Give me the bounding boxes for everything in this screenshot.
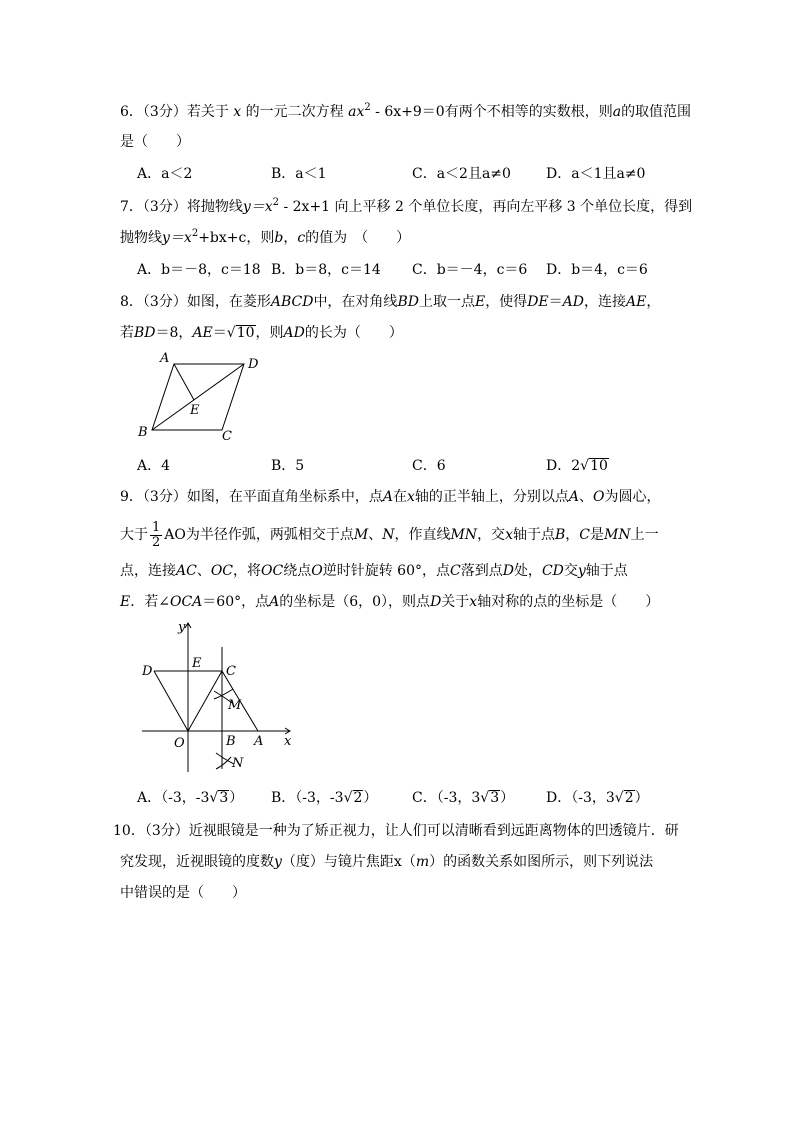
label-y: y bbox=[178, 620, 186, 635]
label-b: B bbox=[226, 734, 236, 749]
q6-option-a: A．a＜2 bbox=[137, 166, 193, 182]
segment-oc bbox=[188, 671, 222, 731]
label-o: O bbox=[174, 736, 185, 751]
label-e: E bbox=[190, 403, 200, 418]
label-d: D bbox=[142, 664, 153, 679]
q10-number: 10．（3分） bbox=[113, 823, 189, 839]
q10-line1: 10．（3分）近视眼镜是一种为了矫正视力，让人们可以清晰看到远距离物体的凹透镜片．研 bbox=[113, 823, 679, 839]
q7-line1: 7．（3分）将抛物线$y=x^2 - 2x+1$ 向上平移 2 个单位长度，再向左平移 3 个单位长度，得到 bbox=[120, 197, 693, 215]
label-m: M bbox=[228, 698, 242, 713]
coordinate-figure bbox=[134, 617, 304, 777]
arc-n-lower bbox=[216, 757, 231, 769]
q7-option-c: C．b＝－4，c＝6 bbox=[412, 262, 528, 278]
q6-option-c: C．a＜2且a≠0 bbox=[412, 166, 511, 182]
fraction-half: $\frac{1}{2}$ bbox=[152, 519, 161, 550]
label-a: A bbox=[254, 734, 264, 749]
label-n: N bbox=[232, 756, 244, 771]
q9-option-c: C．（-3，3√3） bbox=[412, 790, 515, 806]
q7-option-d: D．b＝4，c＝6 bbox=[546, 262, 648, 278]
label-c: C bbox=[222, 429, 232, 444]
q9-number: 9．（3分） bbox=[120, 489, 187, 505]
rhombus-figure bbox=[132, 348, 267, 444]
q7-line2: 抛物线$y=x^2+bx+c$，则b，c的值为 （ ） bbox=[120, 228, 411, 246]
q6-option-d: D．a＜1且a≠0 bbox=[546, 166, 646, 182]
q9-option-d: D．（-3，3√2） bbox=[546, 790, 649, 806]
q8-option-c: C．6 bbox=[412, 458, 446, 474]
q9-option-a: A．（-3，-3√3） bbox=[137, 790, 244, 806]
diagonal-bd bbox=[152, 364, 244, 430]
segment-ae bbox=[174, 364, 194, 400]
q6-line2: 是（ ） bbox=[120, 134, 190, 150]
segment-do bbox=[154, 671, 188, 731]
label-a: A bbox=[160, 351, 170, 366]
label-e: E bbox=[192, 656, 202, 671]
label-x: x bbox=[284, 734, 292, 749]
q9-line3: 点，连接AC、OC，将OC绕点O逆时针旋转 60°，点C落到点D处，CD交y轴于点 bbox=[120, 563, 628, 579]
q10-line3: 中错误的是（ ） bbox=[120, 885, 246, 901]
q9-line1: 9．（3分）如图，在平面直角坐标系中，点A在x轴的正半轴上，分别以点A、O为圆心， bbox=[120, 489, 661, 505]
q8-option-b: B．5 bbox=[271, 458, 305, 474]
q7-option-b: B．b＝8，c＝14 bbox=[271, 262, 381, 278]
q8-number: 8．（3分） bbox=[120, 294, 187, 310]
q9-line2: 大于 $\frac{1}{2}$ AO为半径作弧，两弧相交于点M、N，作直线MN，交x轴于点B，C是MN上一 bbox=[120, 519, 659, 550]
q8-line2: 若BD＝8，AE＝√10，则AD的长为（ ） bbox=[120, 325, 403, 341]
label-b: B bbox=[138, 425, 148, 440]
q8-option-a: A．4 bbox=[137, 458, 171, 474]
label-d: D bbox=[248, 357, 259, 372]
q6-option-b: B．a＜1 bbox=[271, 166, 327, 182]
q9-option-b: B．（-3，-3√2） bbox=[271, 790, 378, 806]
q6-line1: 6．（3分）若关于 x 的一元二次方程 $ax^2 - 6x+9=0$有两个不相等的实数根，则a的取值范围 bbox=[120, 102, 692, 120]
q8-option-d: D．2√10 bbox=[546, 458, 608, 474]
label-c: C bbox=[226, 664, 236, 679]
q10-line2: 究发现，近视眼镜的度数y（度）与镜片焦距x（m）的函数关系如图所示，则下列说法 bbox=[120, 854, 654, 870]
q7-number: 7．（3分） bbox=[120, 199, 187, 215]
q8-line1: 8．（3分）如图，在菱形ABCD中，在对角线BD上取一点E，使得DE＝AD，连接AE， bbox=[120, 294, 661, 310]
q9-line4: E．若∠OCA＝60°，点A的坐标是（6，0），则点D关于x轴对称的点的坐标是（ ） bbox=[120, 594, 660, 610]
q6-number: 6．（3分） bbox=[120, 104, 187, 120]
q7-option-a: A．b＝－8，c＝18 bbox=[137, 262, 261, 278]
